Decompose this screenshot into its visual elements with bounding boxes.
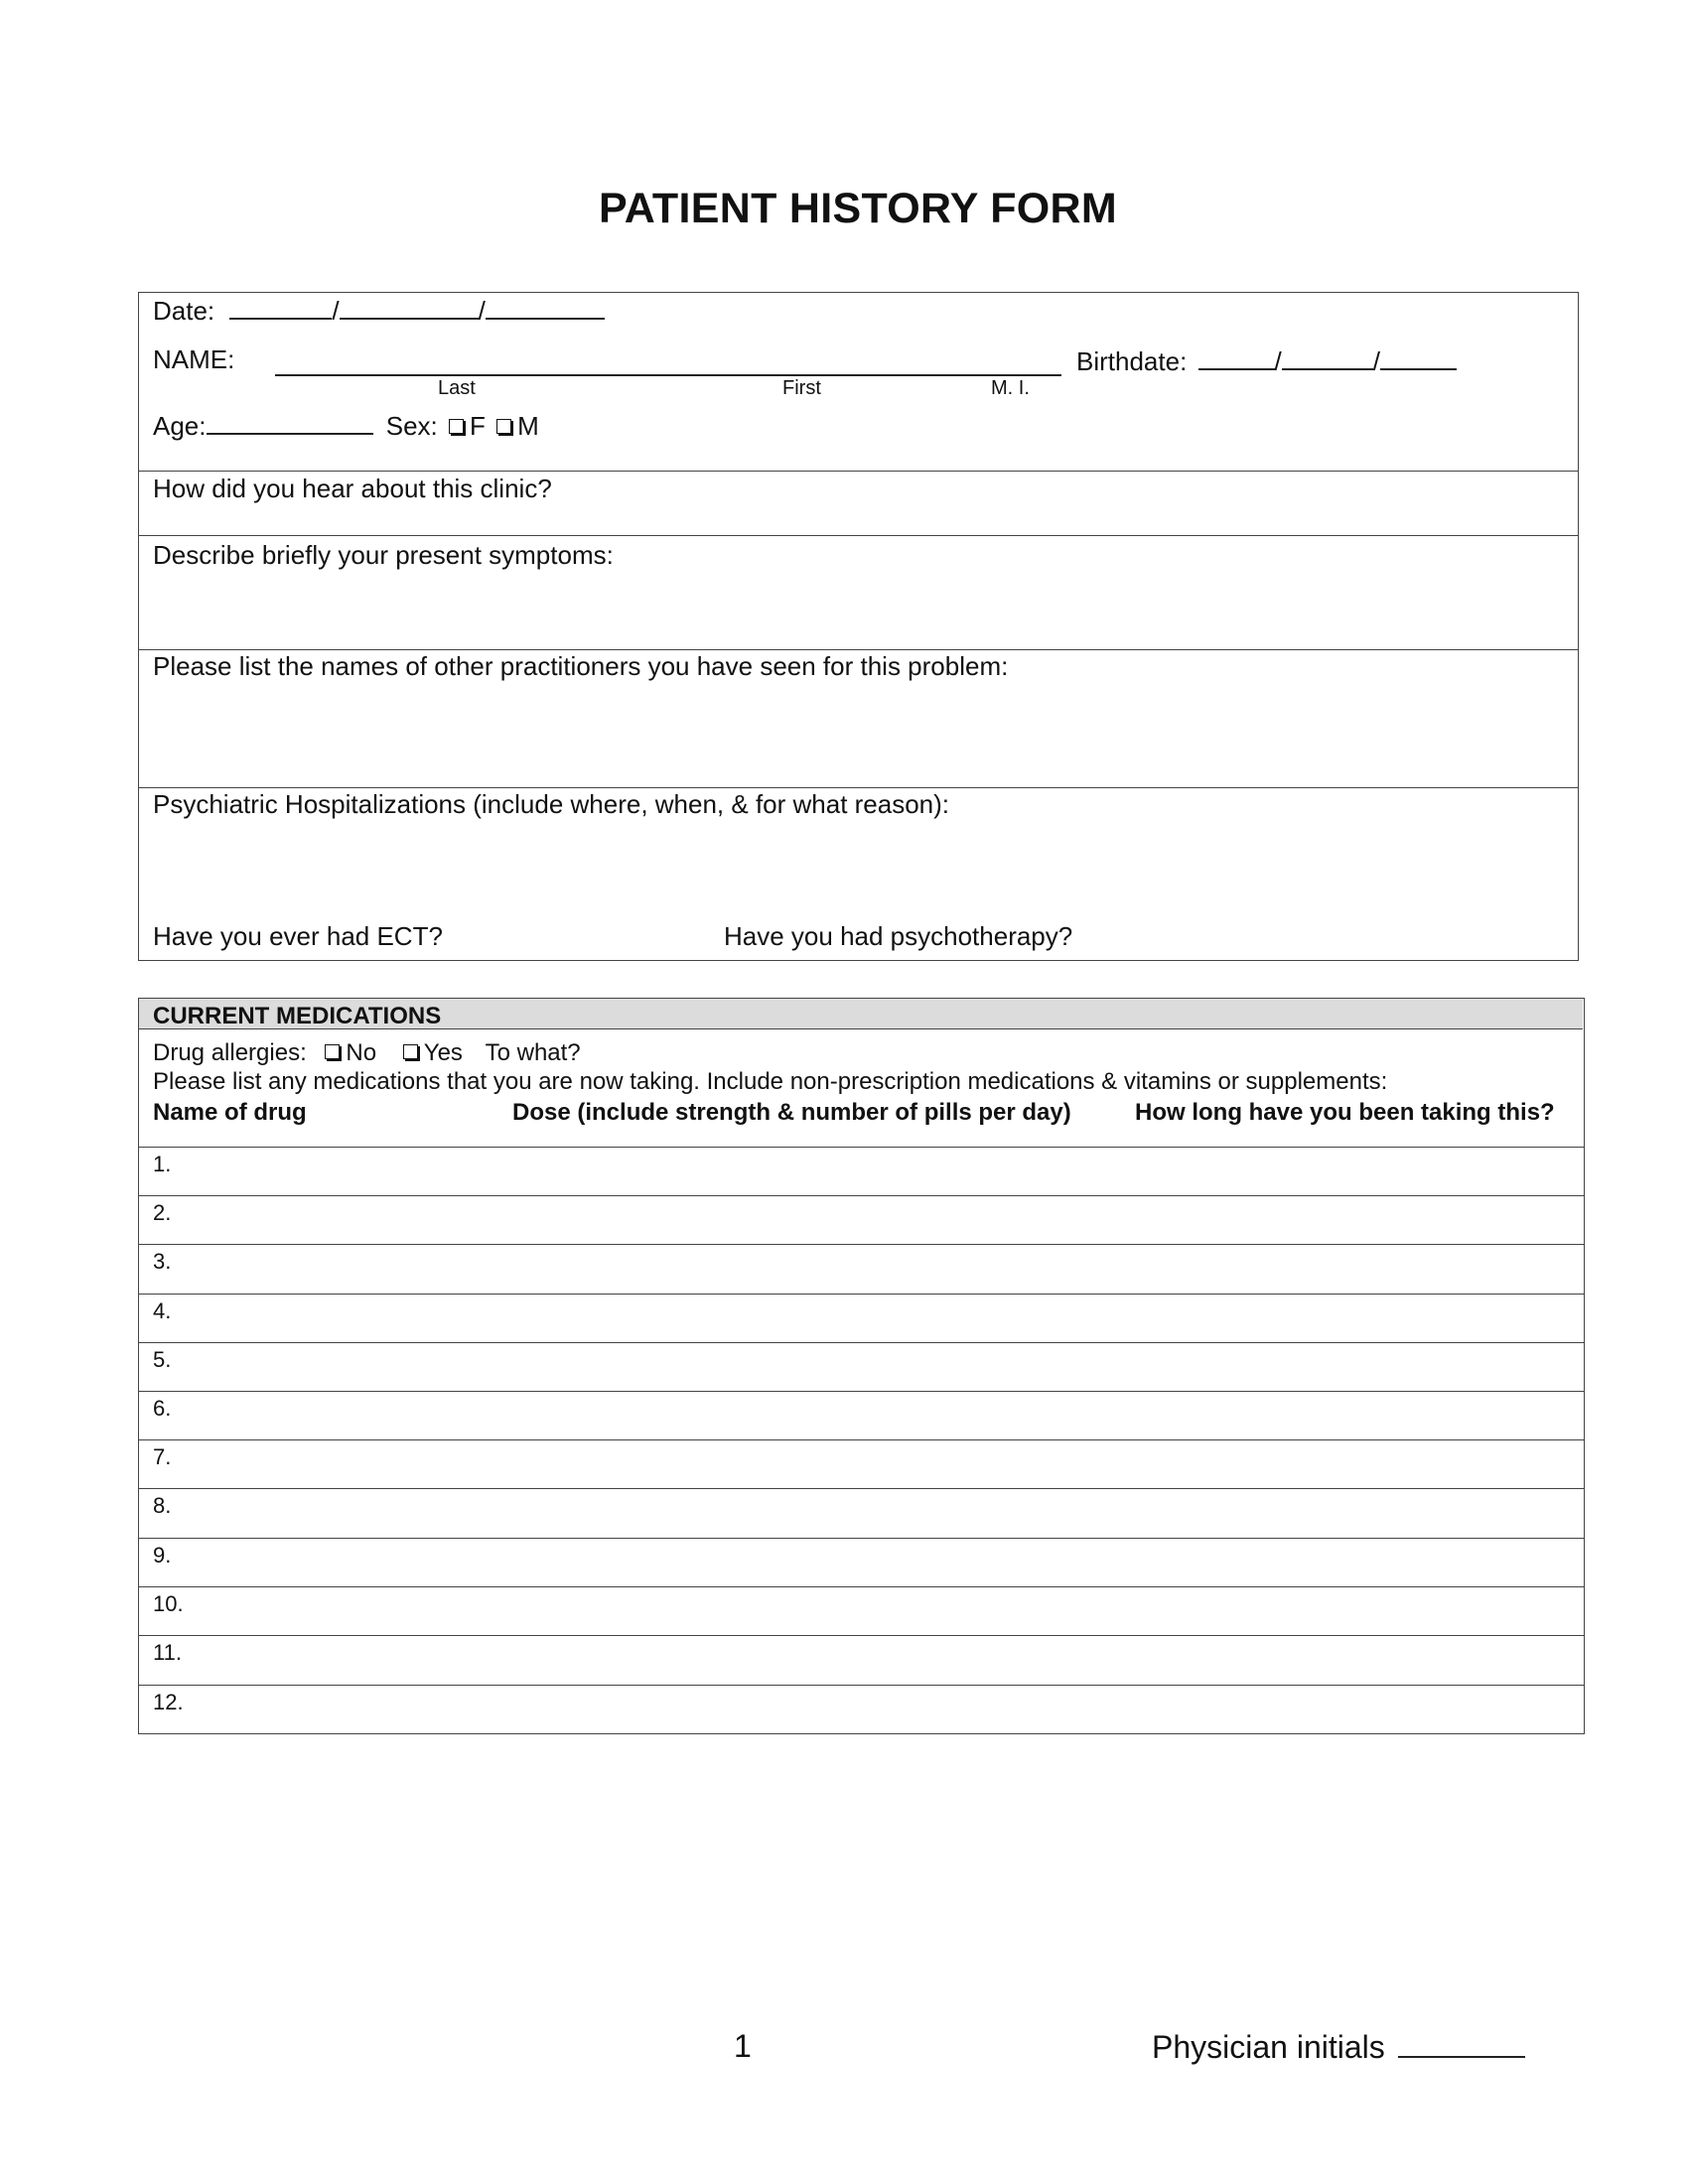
- divider: [138, 787, 1579, 788]
- sex-m-label: M: [517, 411, 539, 441]
- row-number: 1.: [153, 1152, 172, 1176]
- divider: [138, 649, 1579, 650]
- divider: [138, 471, 1579, 472]
- row-number: 2.: [153, 1200, 172, 1225]
- row-number: 5.: [153, 1347, 172, 1372]
- page-number: 1: [734, 2028, 752, 2064]
- sex-m-checkbox[interactable]: [496, 419, 511, 434]
- row-number: 7.: [153, 1444, 172, 1469]
- age-label: Age:: [153, 411, 207, 441]
- age-sex-row: [153, 411, 539, 439]
- table-row[interactable]: [139, 1686, 1584, 1733]
- column-dose: Dose (include strength & number of pills per day): [512, 1099, 1071, 1126]
- drug-allergies-row: [153, 1041, 581, 1065]
- medications-header-title: CURRENT MEDICATIONS: [153, 1003, 442, 1029]
- birthdate-row: Birthdate: / /: [1076, 346, 1457, 374]
- name-label: NAME:: [153, 344, 235, 374]
- row-number: 12.: [153, 1690, 184, 1714]
- table-row[interactable]: [139, 1392, 1584, 1439]
- name-sublabel-mi: M. I.: [991, 377, 1030, 399]
- question-practitioners: Please list the names of other practitioners you have seen for this problem:: [153, 651, 1009, 681]
- table-row[interactable]: [139, 1587, 1584, 1635]
- to-what-label: To what?: [485, 1039, 581, 1066]
- birthdate-month-field[interactable]: [1198, 346, 1275, 370]
- physician-initials-row: [1152, 2030, 1525, 2063]
- physician-initials-field[interactable]: [1398, 2030, 1525, 2058]
- name-sublabel-first: First: [782, 377, 821, 399]
- date-label: Date:: [153, 296, 215, 326]
- question-ect: Have you ever had ECT?: [153, 921, 443, 951]
- row-number: 6.: [153, 1396, 172, 1421]
- table-row[interactable]: [139, 1295, 1584, 1342]
- question-hear-about: How did you hear about this clinic?: [153, 474, 552, 503]
- drug-allergies-label: Drug allergies:: [153, 1039, 307, 1066]
- question-symptoms: Describe briefly your present symptoms:: [153, 540, 614, 570]
- sex-f-label: F: [470, 411, 486, 441]
- row-number: 11.: [153, 1640, 182, 1665]
- row-number: 4.: [153, 1298, 172, 1323]
- symptoms-answer-area[interactable]: [140, 572, 1577, 647]
- hospitalizations-answer-area[interactable]: [140, 822, 1577, 911]
- table-row[interactable]: [139, 1148, 1584, 1195]
- date-day-field[interactable]: [340, 296, 479, 320]
- name-sublabel-last: Last: [438, 377, 476, 399]
- hear-about-answer-area[interactable]: [140, 473, 1577, 534]
- date-row: Date: / /: [153, 296, 605, 324]
- allergy-yes-label: Yes: [423, 1039, 463, 1066]
- question-psychotherapy: Have you had psychotherapy?: [724, 921, 1073, 951]
- row-number: 10.: [153, 1591, 184, 1616]
- table-row[interactable]: [139, 1343, 1584, 1391]
- date-month-field[interactable]: [229, 296, 332, 320]
- medications-instructions: Please list any medications that you are now taking. Include non-prescription medications & vitamins or supplements:: [153, 1068, 1388, 1095]
- row-number: 8.: [153, 1493, 172, 1518]
- column-duration: How long have you been taking this?: [1135, 1099, 1555, 1126]
- question-hospitalizations: Psychiatric Hospitalizations (include where, when, & for what reason):: [153, 789, 950, 819]
- table-row[interactable]: [139, 1539, 1584, 1586]
- age-field[interactable]: [207, 411, 373, 435]
- table-row[interactable]: [139, 1196, 1584, 1244]
- physician-initials-label: Physician initials: [1152, 2029, 1385, 2065]
- table-row[interactable]: [139, 1636, 1584, 1684]
- table-row[interactable]: [139, 1489, 1584, 1537]
- table-row[interactable]: [139, 1440, 1584, 1488]
- sex-label: Sex:: [385, 411, 438, 441]
- page-title: PATIENT HISTORY FORM: [598, 185, 1118, 232]
- allergy-no-checkbox[interactable]: [325, 1044, 340, 1059]
- birthdate-year-field[interactable]: [1380, 346, 1457, 370]
- practitioners-answer-area[interactable]: [140, 685, 1577, 784]
- name-field[interactable]: [275, 371, 1061, 376]
- medications-header: [139, 999, 1583, 1029]
- allergy-no-label: No: [346, 1039, 377, 1066]
- row-number: 9.: [153, 1543, 172, 1568]
- birthdate-day-field[interactable]: [1282, 346, 1373, 370]
- birthdate-label: Birthdate:: [1076, 346, 1188, 376]
- allergy-yes-checkbox[interactable]: [403, 1044, 418, 1059]
- date-year-field[interactable]: [486, 296, 605, 320]
- table-row[interactable]: [139, 1245, 1584, 1293]
- divider: [138, 535, 1579, 536]
- sex-f-checkbox[interactable]: [449, 419, 464, 434]
- row-number: 3.: [153, 1249, 172, 1274]
- column-name-of-drug: Name of drug: [153, 1099, 307, 1126]
